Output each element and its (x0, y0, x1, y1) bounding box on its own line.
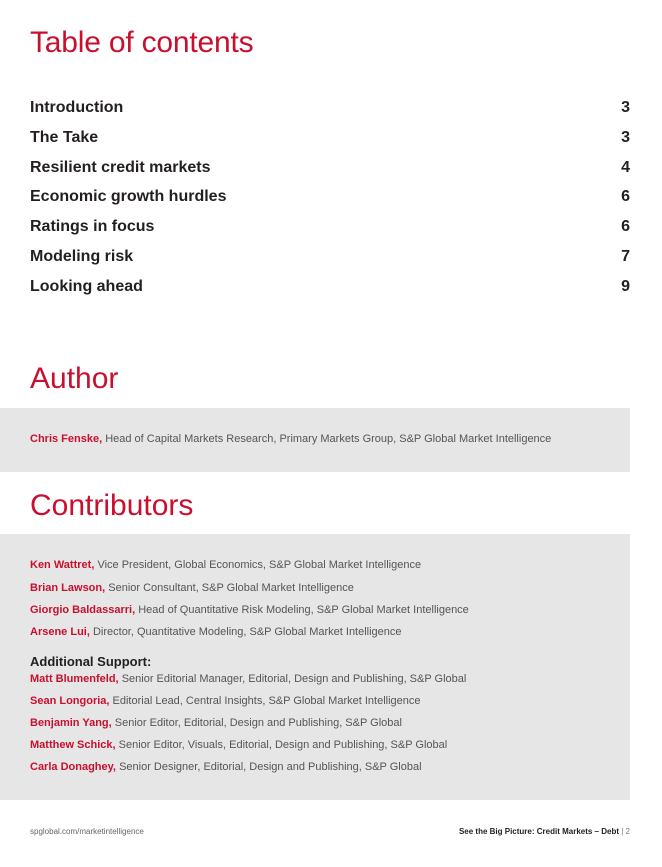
support-role: Editorial Lead, Central Insights, S&P Global Market Intelligence (112, 695, 421, 707)
toc-entry[interactable] (30, 274, 630, 304)
contributor-name: Ken Wattret, (30, 559, 95, 571)
toc-entry-label: Economic growth hurdles (30, 188, 227, 206)
toc-entry[interactable] (30, 155, 630, 185)
contributor-role: Director, Quantitative Modeling, S&P Global Market Intelligence (92, 626, 402, 638)
toc-entry[interactable] (30, 244, 630, 274)
support-name: Sean Longoria, (30, 695, 110, 707)
contributor-credit (30, 603, 469, 617)
footer-doc-title: See the Big Picture: Credit Markets – Debt (458, 827, 619, 836)
toc-entry-page: 7 (621, 247, 630, 265)
toc-entry-label: Looking ahead (30, 277, 143, 295)
toc-entry-label: Ratings in focus (30, 218, 155, 236)
toc-entry[interactable] (30, 214, 630, 244)
footer-separator: | (621, 827, 624, 836)
toc-entry-page: 3 (621, 99, 630, 116)
support-credit (30, 738, 447, 752)
toc-entry-page: 4 (621, 158, 630, 176)
support-role: Senior Editorial Manager, Editorial, Design and Publishing, S&P Global (121, 673, 467, 685)
contributors-heading: Contributors (30, 489, 194, 522)
author-panel (0, 408, 630, 472)
toc-entry-page: 3 (621, 128, 630, 146)
toc-entry-label: Introduction (30, 99, 124, 116)
contributor-role: Vice President, Global Economics, S&P Global Market Intelligence (97, 559, 422, 571)
contributor-credit (30, 558, 421, 572)
contributor-name: Brian Lawson, (30, 582, 106, 594)
support-role: Senior Editor, Visuals, Editorial, Design and Publishing, S&P Global (118, 739, 448, 751)
footer-url[interactable]: spglobal.com/marketintelligence (30, 827, 144, 836)
contributor-role: Senior Consultant, S&P Global Market Intelligence (108, 582, 354, 594)
support-name: Carla Donaghey, (30, 761, 116, 773)
support-credit (30, 694, 421, 708)
toc-entry-label: Modeling risk (30, 247, 134, 265)
toc-entry-page: 6 (621, 188, 630, 206)
author-credit (30, 432, 551, 446)
support-role: Senior Editor, Editorial, Design and Publishing, S&P Global (114, 717, 402, 729)
contributor-name: Arsene Lui, (30, 626, 90, 638)
support-name: Matthew Schick, (30, 739, 116, 751)
toc-title: Table of contents (30, 26, 254, 59)
support-role: Senior Designer, Editorial, Design and Publishing, S&P Global (119, 761, 422, 773)
support-name: Benjamin Yang, (30, 717, 112, 729)
footer-doc-info (459, 827, 630, 836)
support-credit (30, 672, 466, 686)
support-name: Matt Blumenfeld, (30, 673, 119, 685)
contributor-name: Giorgio Baldassarri, (30, 604, 136, 616)
toc-entry-label: Resilient credit markets (30, 158, 211, 176)
contributor-credit (30, 581, 354, 595)
toc-entry[interactable] (30, 125, 630, 155)
contributor-credit (30, 625, 402, 639)
toc-entry-page: 9 (621, 277, 630, 295)
support-credit (30, 760, 422, 774)
toc-entry[interactable] (30, 184, 630, 214)
toc-entry-page: 6 (621, 218, 630, 236)
contributors-panel (0, 534, 630, 800)
toc-entry-label: The Take (30, 128, 99, 146)
footer-page-number: 2 (625, 827, 630, 836)
contributor-role: Head of Quantitative Risk Modeling, S&P Global Market Intelligence (138, 604, 469, 616)
author-name: Chris Fenske, (30, 433, 103, 445)
toc-entry[interactable] (30, 95, 630, 125)
toc-list (30, 95, 630, 304)
support-credit (30, 716, 402, 730)
additional-support-heading: Additional Support: (30, 654, 152, 669)
author-role: Head of Capital Markets Research, Primary Markets Group, S&P Global Market Intelligence (105, 433, 552, 445)
author-heading: Author (30, 362, 119, 395)
